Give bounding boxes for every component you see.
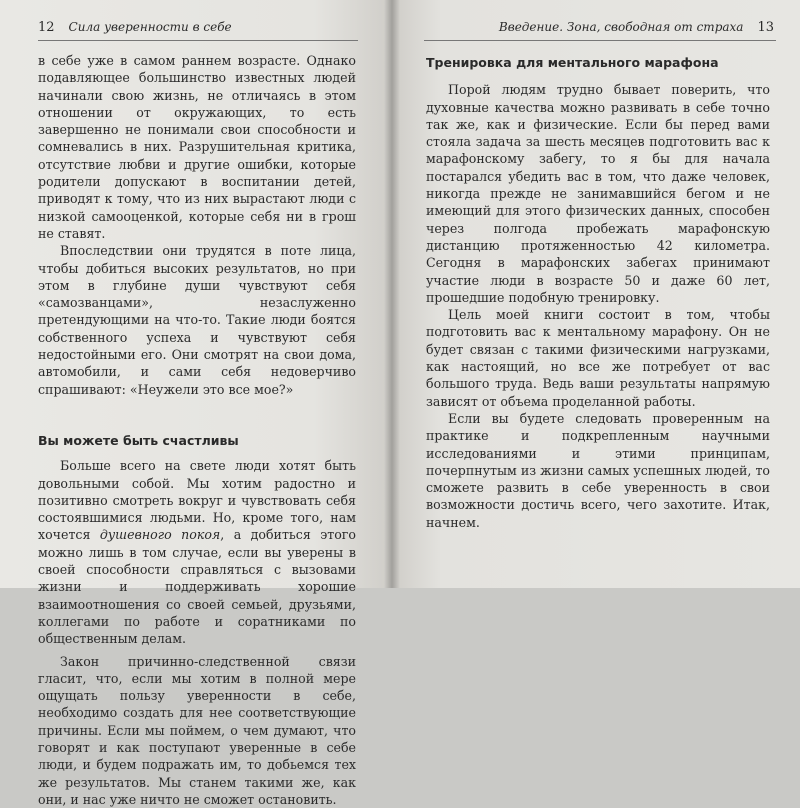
left-body-text — [38, 52, 356, 808]
right-page — [392, 0, 800, 588]
left-paragraph-3-start: Больше всего на свете люди хотят быть довольными собой. Мы хотим радостно и позитивно смотреть вокруг и чувствовать себя состоявшимися людьми. Но, кроме того, нам хочется — [38, 458, 356, 542]
right-header-rule — [424, 40, 776, 41]
right-page-number: 13 — [757, 20, 774, 35]
right-section-heading: Тренировка для ментального марафона — [426, 54, 770, 71]
left-running-title: Сила уверенности в себе — [69, 20, 232, 34]
left-paragraph-3-end: , а добиться этого можно лишь в том случае, если вы уверены в своей способности справляться с вызовами жизни и поддерживать хорошие взаимоотношения со своей семьей, друзьями, коллегами по работе и соратниками по общественным делам. — [38, 527, 356, 646]
right-running-title: Введение. Зона, свободная от страха — [499, 20, 744, 34]
right-body-text — [426, 54, 770, 531]
left-section-heading: Вы можете быть счастливы — [38, 432, 356, 449]
left-running-head — [38, 20, 232, 35]
right-running-head — [499, 20, 774, 35]
left-paragraph-4: Закон причинно-следственной связи гласит, что, если мы хотим в полной мере ощущать пользу уверенности в себе, необходимо создать для нее соответствующие причины. Если мы поймем, о чем думают, что говорят и как поступают уверенные в себе люди, и будем подражать им, то добьемся тех же результатов. Мы станем такими же, как они, и нас уже ничто не сможет остановить. — [38, 653, 356, 808]
right-paragraph-2: Цель моей книги состоит в том, чтобы подготовить вас к ментальному марафону. Он не будет связан с такими физическими нагрузками, как настоящий, но все же потребует от вас большого труда. Ведь ваши результаты напрямую зависят от объема проделанной работы. — [426, 306, 770, 410]
left-paragraph-1: в себе уже в самом раннем возрасте. Однако подавляющее большинство известных людей начинали свою жизнь, не отличаясь в этом отношении от окружающих, то есть завершенно не понимали свои способности и сомневались в них. Разрушительная критика, отсутствие любви и другие ошибки, которые родители допускают в воспитании детей, приводят к тому, что из них вырастают люди с низкой самооценкой, которые себя ни в грош не ставят. — [38, 52, 356, 242]
left-page — [0, 0, 392, 588]
left-paragraph-3-emphasis: душевного покоя — [100, 527, 220, 542]
left-paragraph-2: Впоследствии они трудятся в поте лица, чтобы добиться высоких результатов, но при этом в глубине души чувствуют себя «самозванцами», незаслуженно претендующими на что-то. Такие люди боятся собственного успеха и чувствуют себя недостойными его. Они смотрят на свои дома, автомобили, и сами себя недоверчиво спрашивают: «Неужели это все мое?» — [38, 242, 356, 398]
right-paragraph-3: Если вы будете следовать проверенным на практике и подкрепленным научными исследованиями и этими принципам, почерпнутым из жизни самых успешных людей, то сможете развить в себе уверенность в свои возможности достичь всего, чего захотите. Итак, начнем. — [426, 410, 770, 531]
right-paragraph-1: Порой людям трудно бывает поверить, что духовные качества можно развивать в себе точно так же, как и физические. Если бы перед вами стояла задача за шесть месяцев подготовить вас к марафонскому забегу, то я бы для начала постарался убедить вас в том, что даже человек, никогда прежде не занимавшийся бегом и не имеющий для этого физических данных, способен через полгода пробежать марафонскую дистанцию протяженностью 42 километра. Сегодня в марафонских забегах принимают участие люди в возрасте 50 и даже 60 лет, прошедшие подобную тренировку. — [426, 81, 770, 306]
left-paragraph-3 — [38, 457, 356, 647]
left-page-number: 12 — [38, 20, 55, 35]
left-header-rule — [38, 40, 358, 41]
book-gutter-shadow — [384, 0, 400, 588]
